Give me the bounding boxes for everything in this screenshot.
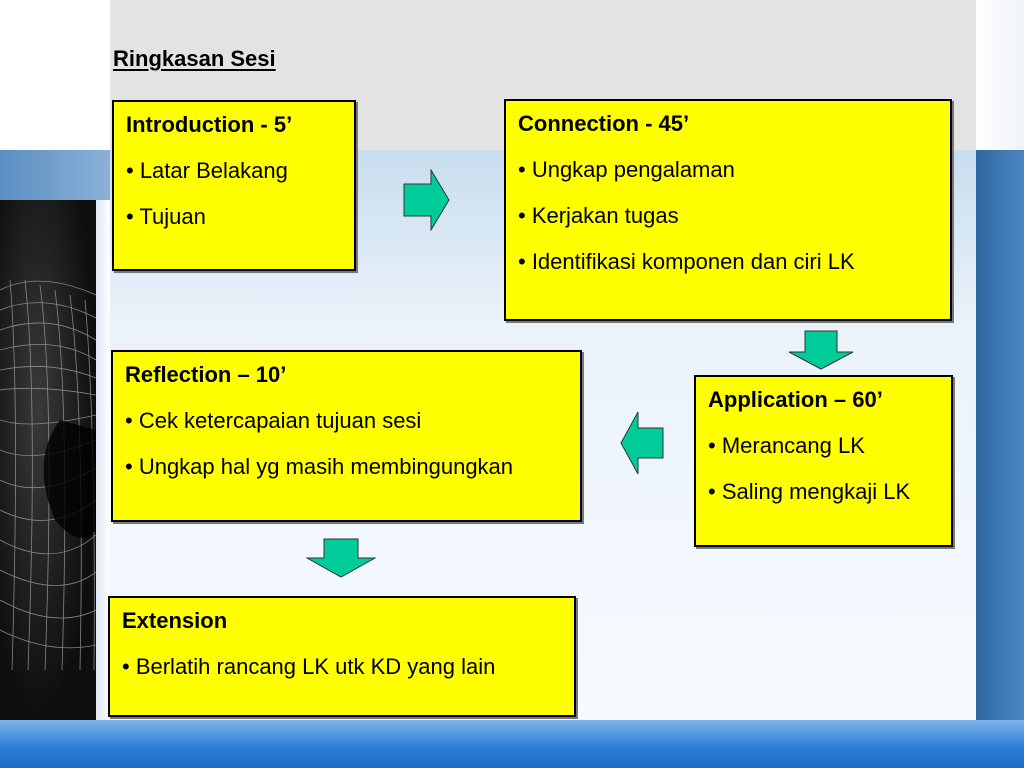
application-item: • Merancang LK: [708, 433, 865, 458]
background-left-band: [0, 150, 110, 200]
background-right-top: [976, 0, 1024, 150]
application-item: • Saling mengkaji LK: [708, 479, 911, 504]
reflection-item: • Cek ketercapaian tujuan sesi: [125, 408, 422, 433]
background-left-top: [0, 0, 110, 150]
introduction-heading: Introduction - 5’: [126, 112, 293, 137]
connection-item: • Kerjakan tugas: [518, 203, 679, 228]
application-heading: Application – 60’: [708, 387, 883, 412]
right-arrow-icon: [403, 169, 451, 231]
extension-item: • Berlatih rancang LK utk KD yang lain: [122, 654, 496, 679]
reflection-item: • Ungkap hal yg masih membingungkan: [125, 454, 514, 479]
extension-heading: Extension: [122, 608, 228, 633]
slide-title: Ringkasan Sesi: [113, 46, 276, 71]
down-arrow-icon: [306, 538, 376, 578]
connection-box: [504, 99, 952, 321]
left-arrow-icon: [620, 411, 664, 475]
down-arrow-icon: [788, 330, 854, 370]
connection-heading: Connection - 45’: [518, 111, 690, 136]
application-box: [694, 375, 953, 547]
connection-item: • Ungkap pengalaman: [518, 157, 735, 182]
extension-box: [108, 596, 576, 717]
background-bottom-band: [0, 720, 1024, 768]
background-right-band: [976, 150, 1024, 720]
introduction-item: • Latar Belakang: [126, 158, 288, 183]
reflection-heading: Reflection – 10’: [125, 362, 287, 387]
wireframe-background-image: [0, 200, 96, 720]
connection-item: • Identifikasi komponen dan ciri LK: [518, 249, 855, 274]
introduction-item: • Tujuan: [126, 204, 206, 229]
reflection-box: [111, 350, 582, 522]
introduction-box: [112, 100, 356, 271]
